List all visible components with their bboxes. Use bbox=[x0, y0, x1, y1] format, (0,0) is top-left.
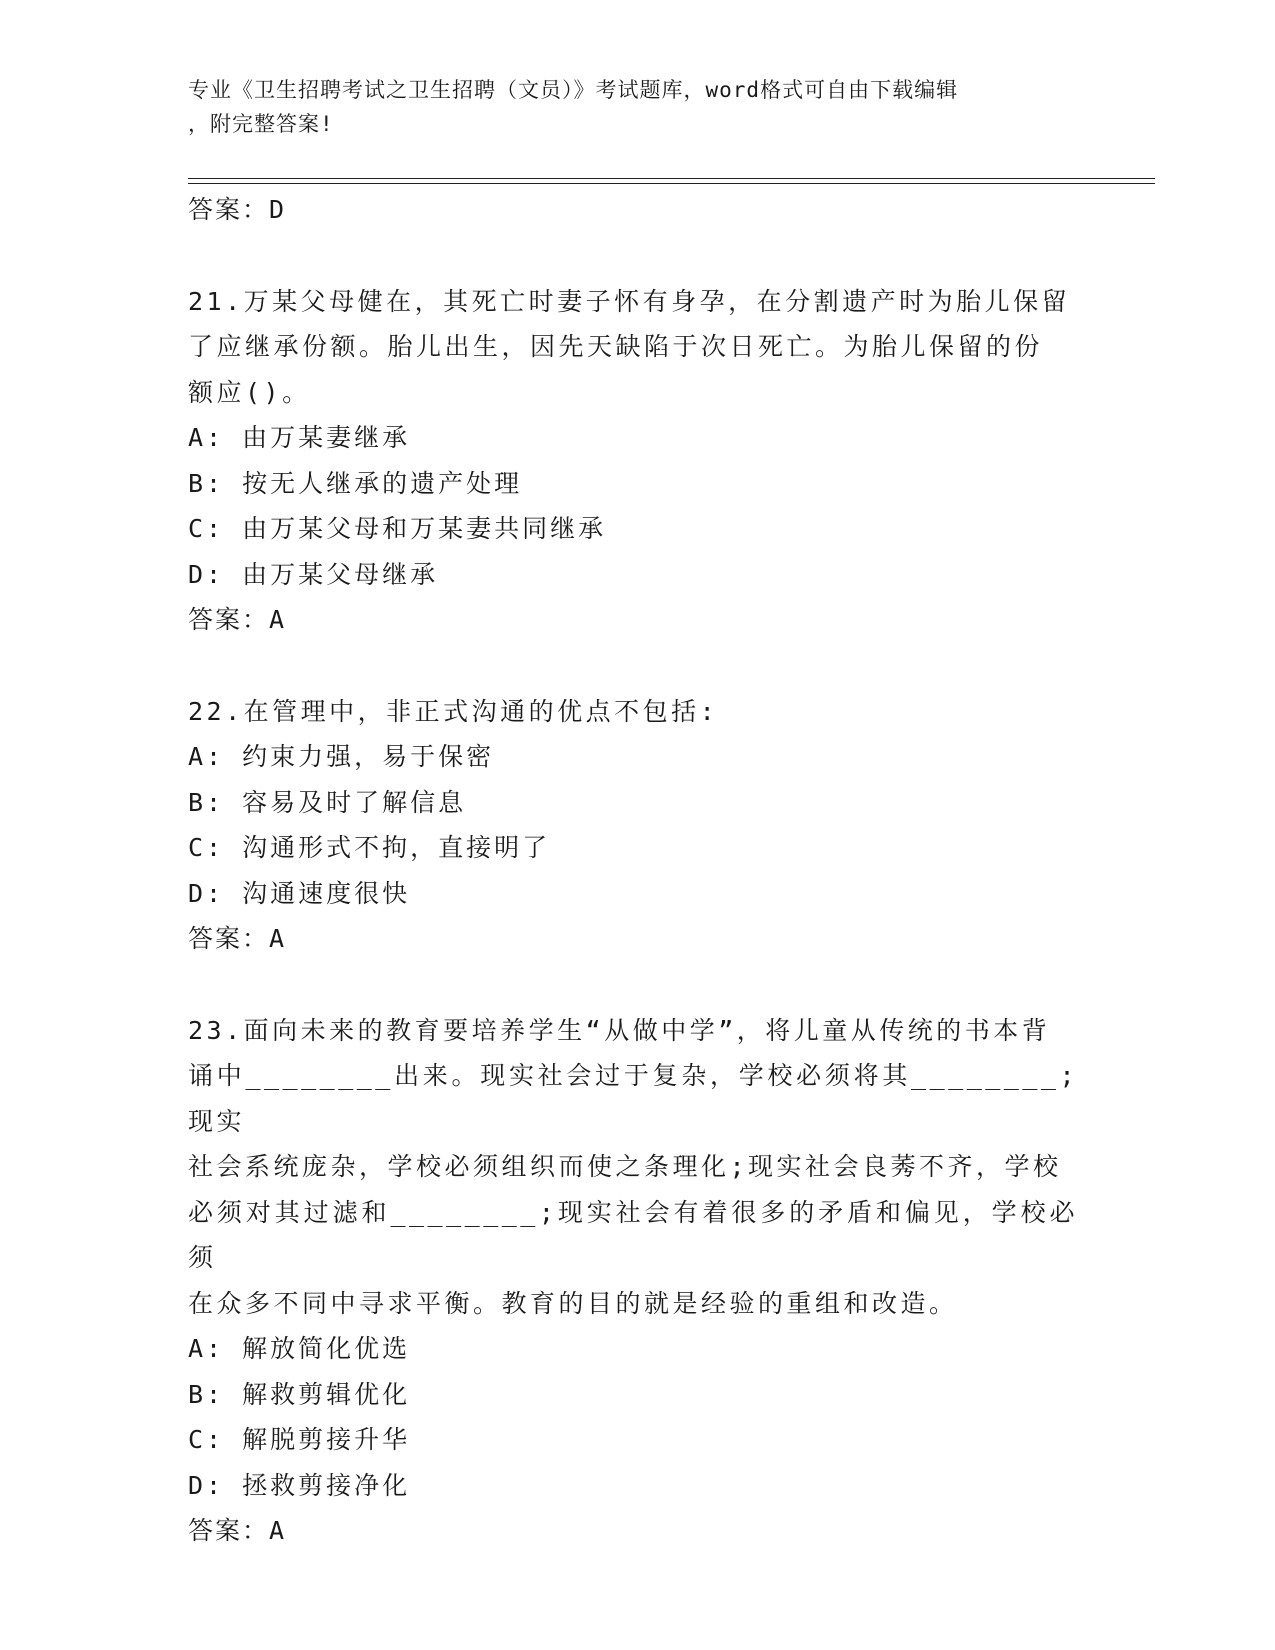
answer: 答案：A bbox=[188, 924, 287, 953]
question-list bbox=[188, 187, 1078, 1554]
header-divider bbox=[188, 178, 1155, 184]
option-d: D: 由万某父母继承 bbox=[188, 559, 439, 589]
answer: 答案：A bbox=[188, 605, 287, 634]
option-a: A: 约束力强，易于保密 bbox=[188, 742, 495, 771]
answer: 答案：A bbox=[188, 1516, 287, 1545]
question-stem-line: 额应()。 bbox=[188, 377, 311, 407]
question-stem-line: 在众多不同中寻求平衡。教育的目的就是经验的重组和改造。 bbox=[188, 1288, 958, 1318]
option-c: C: 解脱剪接升华 bbox=[188, 1425, 411, 1454]
question-22 bbox=[188, 689, 1078, 962]
option-d: D: 沟通速度很快 bbox=[188, 878, 411, 908]
question-stem-line: 必须对其过滤和________;现实社会有着很多的矛盾和偏见，学校必须 bbox=[188, 1197, 1078, 1272]
question-stem-line: 21.万某父母健在，其死亡时妻子怀有身孕，在分割遗产时为胎儿保留 bbox=[188, 286, 1071, 316]
option-b: B: 解救剪辑优化 bbox=[188, 1379, 411, 1409]
question-21 bbox=[188, 279, 1078, 643]
option-d: D: 拯救剪接净化 bbox=[188, 1470, 411, 1500]
question-stem-line: 社会系统庞杂，学校必须组织而使之条理化;现实社会良莠不齐，学校 bbox=[188, 1152, 1062, 1181]
question-stem-line: 了应继承份额。胎儿出生，因先天缺陷于次日死亡。为胎儿保留的份 bbox=[188, 332, 1044, 361]
question-stem-line: 诵中________出来。现实社会过于复杂，学校必须将其________;现实 bbox=[188, 1061, 1078, 1136]
page-header bbox=[188, 73, 1088, 141]
question-stem-line: 22.在管理中，非正式沟通的优点不包括: bbox=[188, 696, 719, 726]
option-a: A: 由万某妻继承 bbox=[188, 423, 411, 452]
question-stem-line: 23.面向未来的教育要培养学生“从做中学”，将儿童从传统的书本背 bbox=[188, 1015, 1051, 1045]
spacer bbox=[188, 643, 1078, 689]
option-b: B: 按无人继承的遗产处理 bbox=[188, 468, 523, 498]
header-line-2: ，附完整答案! bbox=[188, 112, 334, 136]
option-c: C: 由万某父母和万某妻共同继承 bbox=[188, 514, 607, 543]
question-23 bbox=[188, 1008, 1078, 1554]
option-b: B: 容易及时了解信息 bbox=[188, 787, 467, 817]
spacer bbox=[188, 233, 1078, 279]
option-c: C: 沟通形式不拘，直接明了 bbox=[188, 833, 551, 862]
spacer bbox=[188, 962, 1078, 1008]
header-line-1: 专业《卫生招聘考试之卫生招聘（文员）》考试题库，word格式可自由下载编辑 bbox=[188, 78, 959, 102]
option-a: A: 解放简化优选 bbox=[188, 1334, 411, 1363]
previous-answer: 答案：D bbox=[188, 195, 287, 224]
